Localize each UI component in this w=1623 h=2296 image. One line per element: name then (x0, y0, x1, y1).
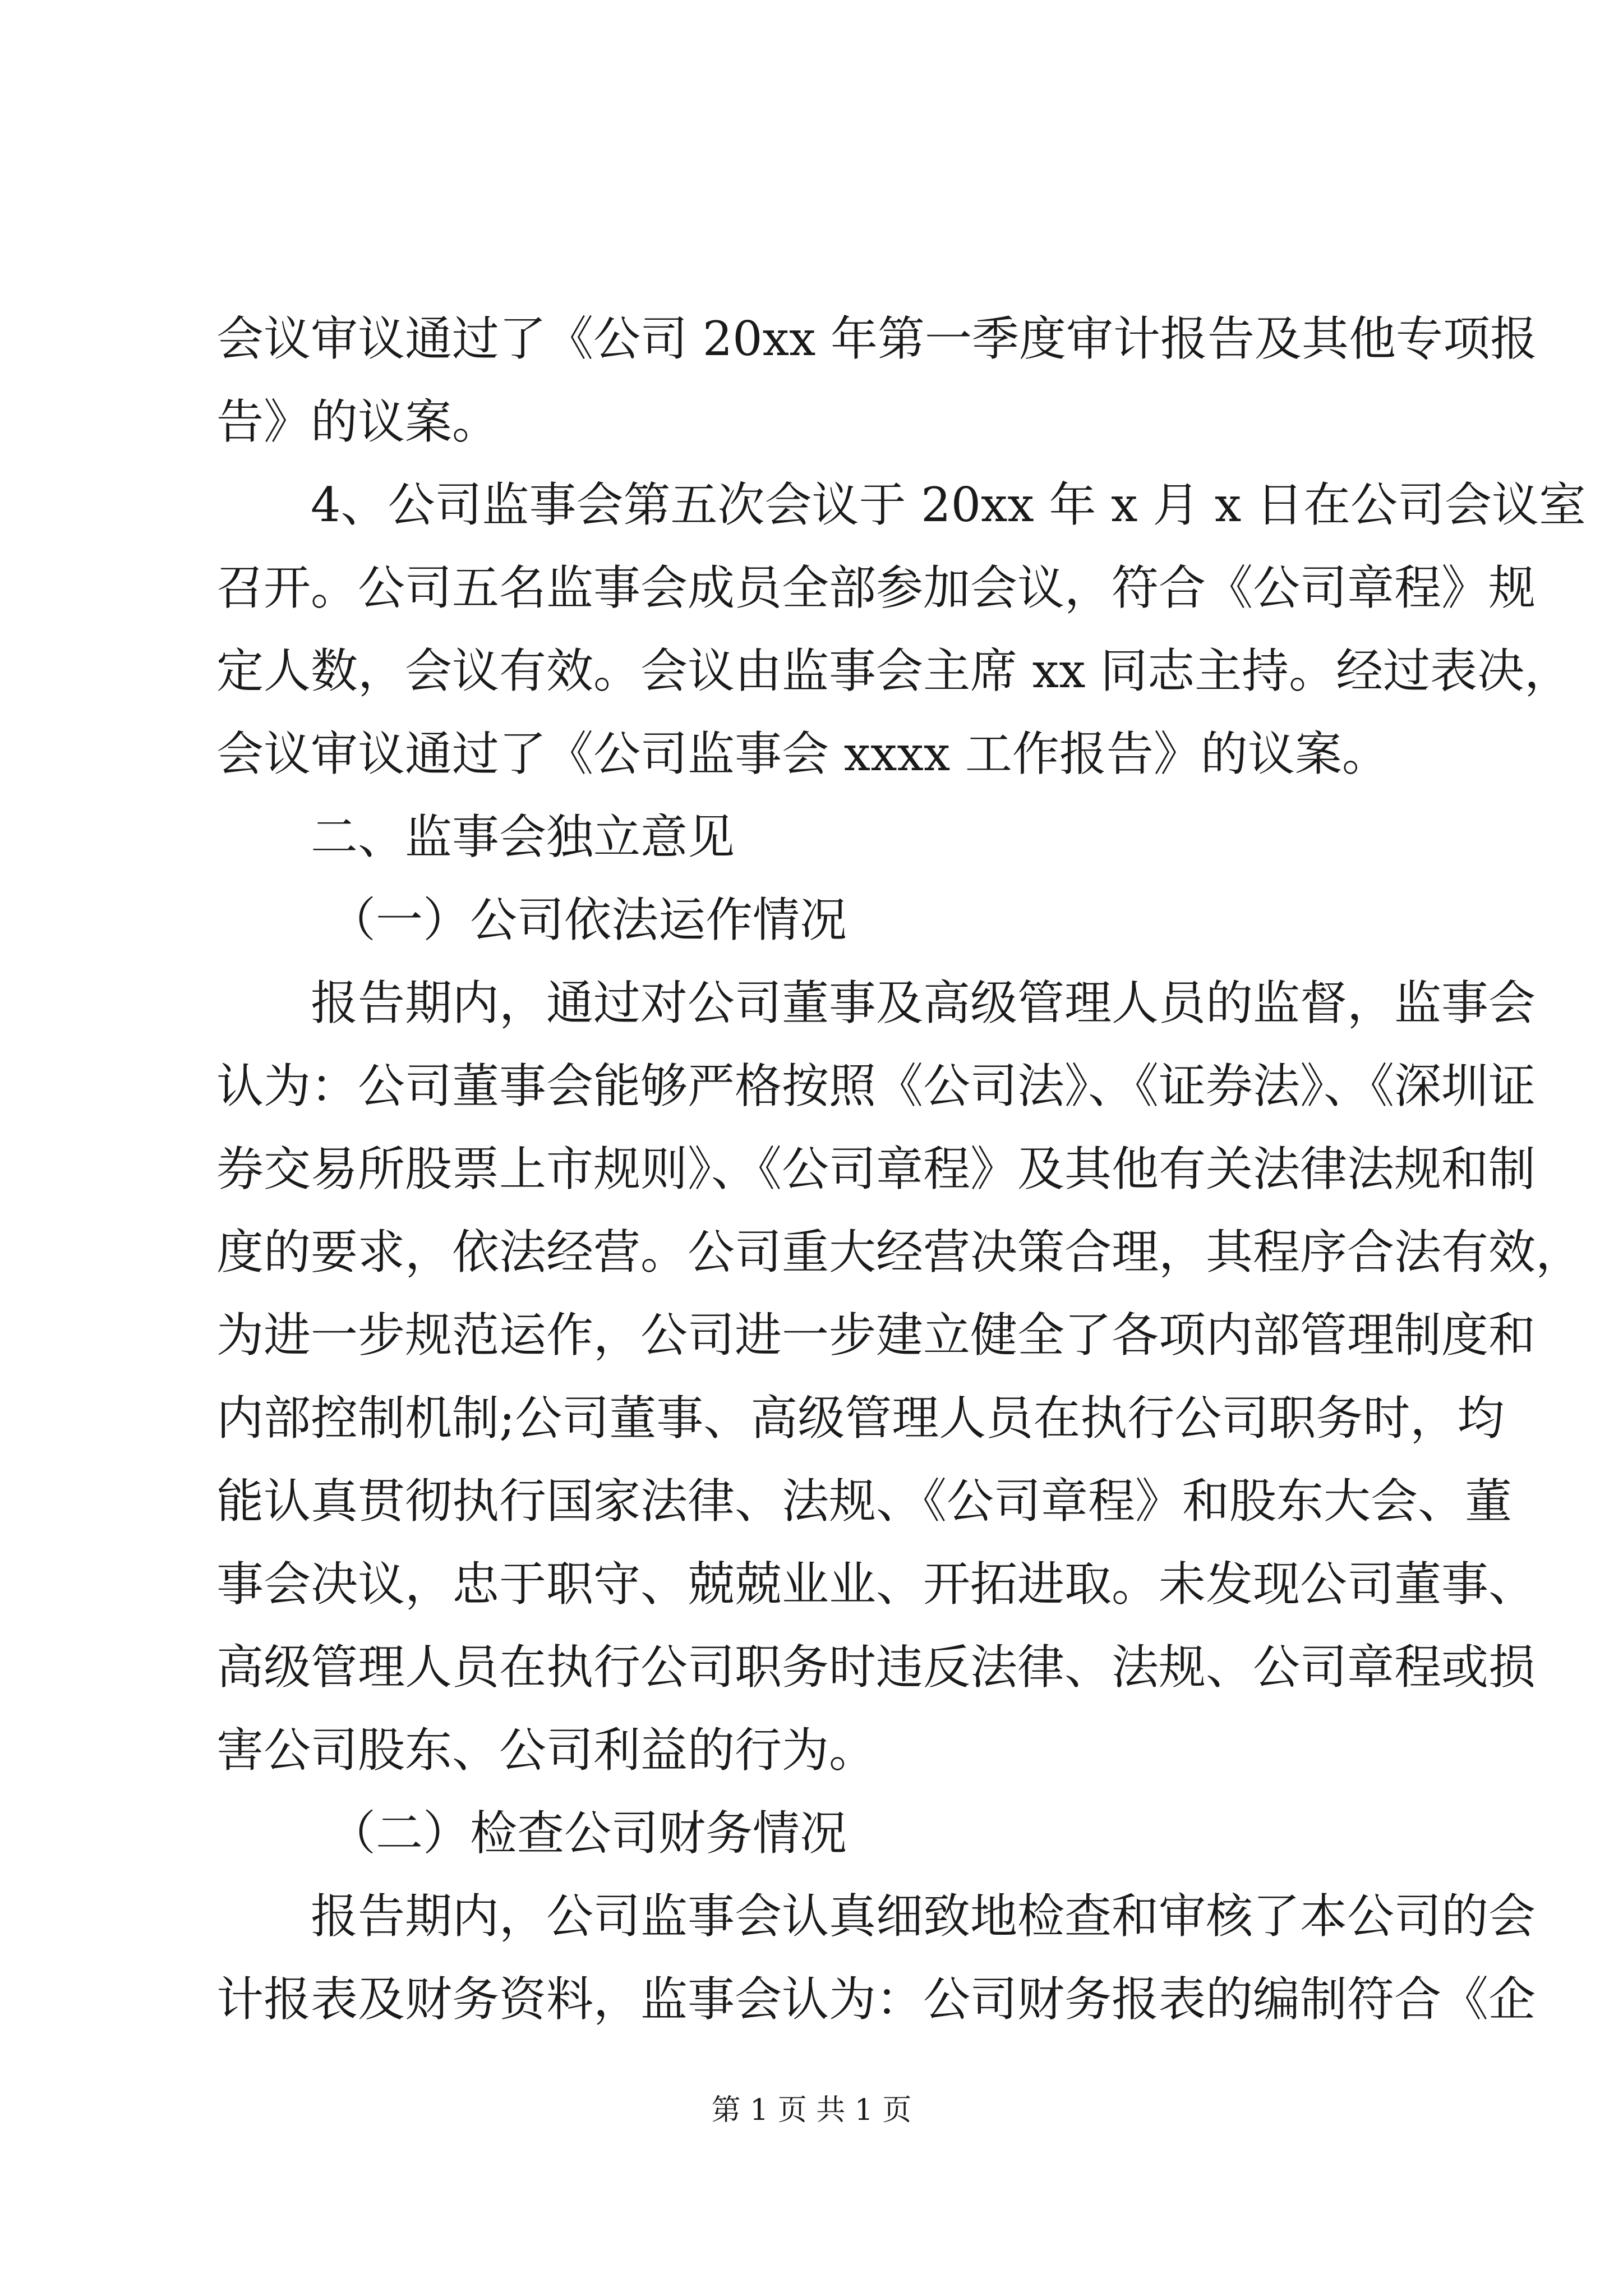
text-line: 能认真贯彻执行国家法律、法规、《公司章程》和股东大会、董 (216, 1474, 1513, 1529)
text-line: 度的要求，依法经营。公司重大经营决策合理，其程序合法有效， (216, 1225, 1583, 1280)
text-line: 害公司股东、公司利益的行为。 (216, 1723, 877, 1778)
text-line: 报告期内，公司监事会认真细致地检查和审核了本公司的会 (311, 1889, 1536, 1944)
text-line: 为进一步规范运作，公司进一步建立健全了各项内部管理制度和 (216, 1308, 1536, 1363)
text-line: 告》的议案。 (216, 394, 500, 449)
section-heading: 二、监事会独立意见 (311, 809, 735, 864)
text-line: 会议审议通过了《公司监事会 xxxx 工作报告》的议案。 (216, 726, 1389, 781)
document-body (216, 297, 1587, 2041)
subsection-heading: （一）公司依法运作情况 (329, 892, 847, 947)
text-line: 定人数，会议有效。会议由监事会主席 xx 同志主持。经过表决， (216, 643, 1572, 698)
text-line: 事会决议，忠于职守、兢兢业业、开拓进取。未发现公司董事、 (216, 1557, 1536, 1612)
text-line: 召开。公司五名监事会成员全部参加会议，符合《公司章程》规 (216, 560, 1536, 615)
text-line: 内部控制机制;公司董事、高级管理人员在执行公司职务时，均 (216, 1391, 1505, 1446)
text-line: 券交易所股票上市规则》、《公司章程》及其他有关法律法规和制 (216, 1142, 1536, 1197)
text-line: 报告期内，通过对公司董事及高级管理人员的监督，监事会 (311, 976, 1536, 1030)
text-line: 会议审议通过了《公司 20xx 年第一季度审计报告及其他专项报 (216, 311, 1538, 366)
subsection-heading: （二）检查公司财务情况 (329, 1806, 847, 1861)
text-line: 4、公司监事会第五次会议于 20xx 年 x 月 x 日在公司会议室 (311, 477, 1587, 532)
text-line: 认为：公司董事会能够严格按照《公司法》、《证券法》、《深圳证 (216, 1059, 1536, 1114)
page-footer (0, 2088, 1623, 2133)
text-line: 计报表及财务资料，监事会认为：公司财务报表的编制符合《企 (216, 1972, 1536, 2027)
text-line: 高级管理人员在执行公司职务时违反法律、法规、公司章程或损 (216, 1640, 1536, 1695)
page-number-label: 第 1 页 共 1 页 (711, 2093, 912, 2127)
